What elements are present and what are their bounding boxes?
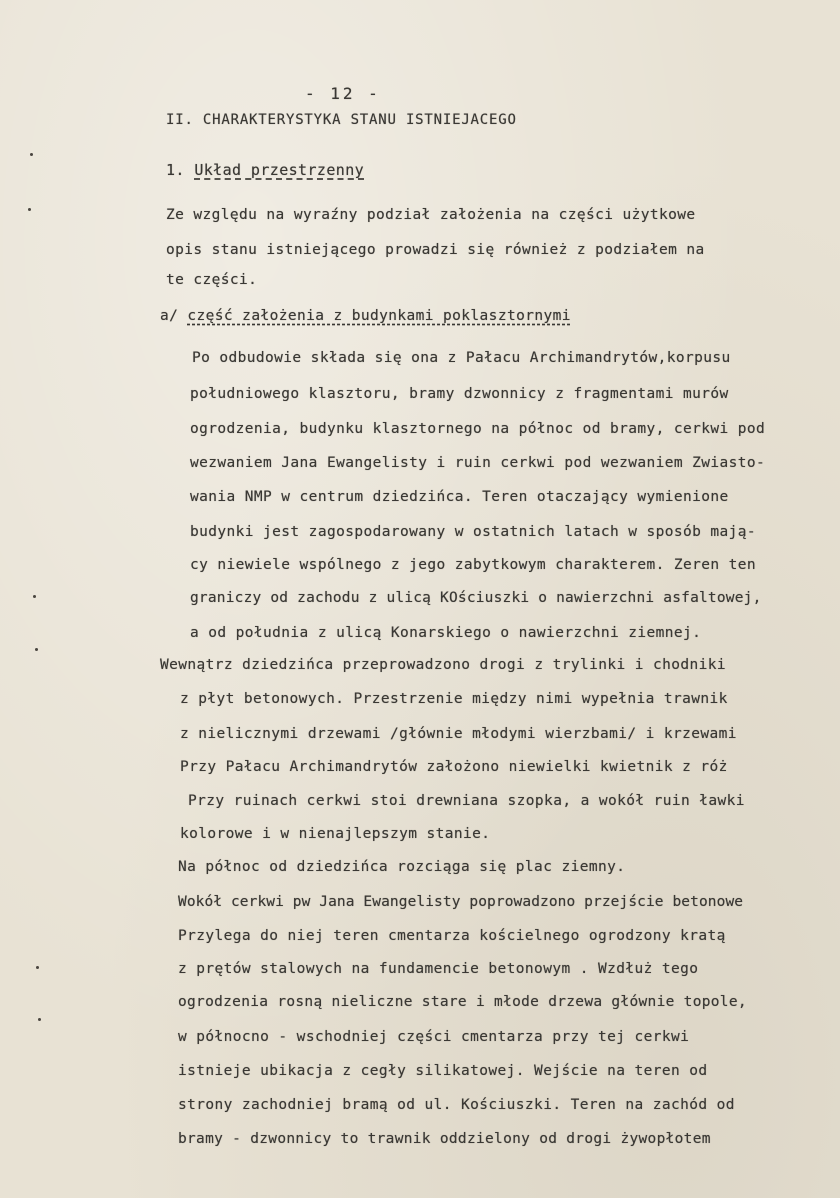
body-line: w północno - wschodniej części cmentarza przy tej cerkwi [178, 1029, 690, 1045]
paper-speck [33, 595, 36, 598]
body-line: Na północ od dziedzińca rozciąga się plac ziemny. [178, 859, 626, 875]
paper-speck [38, 1018, 41, 1021]
paper-speck [28, 208, 31, 211]
body-line: Przy Pałacu Archimandrytów założono niewielki kwietnik z róż [180, 759, 728, 775]
paper-speck [36, 966, 39, 969]
intro-line: te części. [166, 272, 258, 288]
body-line: z płyt betonowych. Przestrzenie między nimi wypełnia trawnik [180, 691, 728, 707]
page-number: - 12 - [305, 84, 381, 103]
intro-line: opis stanu istniejącego prowadzi się również z podziałem na [166, 242, 705, 258]
body-line: ogrodzenia rosną nieliczne stare i młode drzewa głównie topole, [178, 994, 747, 1010]
body-line: wania NMP w centrum dziedzińca. Teren otaczający wymienione [190, 489, 729, 505]
subsection-marker: a/ [160, 308, 179, 324]
body-line: cy niewiele wspólnego z jego zabytkowym charakterem. Zeren ten [190, 557, 757, 573]
paper-speck [30, 153, 33, 156]
section-number: 1. [166, 161, 185, 179]
section-heading [166, 161, 364, 179]
body-line: wezwaniem Jana Ewangelisty i ruin cerkwi pod wezwaniem Zwiasto- [190, 455, 766, 471]
body-line: Wewnątrz dziedzińca przeprowadzono drogi z trylinki i chodniki [160, 657, 727, 673]
chapter-title: II. CHARAKTERYSTYKA STANU ISTNIEJACEGO [166, 112, 517, 128]
body-line: Przylega do niej teren cmentarza kościelnego ogrodzony kratą [178, 928, 726, 944]
paper-speck [35, 648, 38, 651]
body-line: a od południa z ulicą Konarskiego o nawierzchni ziemnej. [190, 625, 702, 641]
section-title: Układ przestrzenny [194, 161, 365, 179]
body-line: Wokół cerkwi pw Jana Ewangelisty poprowadzono przejście betonowe [178, 894, 744, 910]
body-line: z nielicznymi drzewami /głównie młodymi wierzbami/ i krzewami [180, 726, 737, 742]
subsection-title: część założenia z budynkami poklasztornymi [187, 308, 571, 324]
body-line: ogrodzenia, budynku klasztornego na północ od bramy, cerkwi pod [190, 421, 766, 437]
body-line: kolorowe i w nienajlepszym stanie. [180, 826, 491, 842]
body-line: budynki jest zagospodarowany w ostatnich latach w sposób mają- [190, 524, 757, 540]
intro-line: Ze względu na wyraźny podział założenia na części użytkowe [166, 207, 696, 223]
body-line: Po odbudowie składa się ona z Pałacu Archimandrytów,korpusu [192, 350, 731, 366]
body-line: z prętów stalowych na fundamencie betonowym . Wzdłuż tego [178, 961, 699, 977]
body-line: graniczy od zachodu z ulicą KOściuszki o nawierzchni asfaltowej, [190, 590, 762, 606]
body-line: Przy ruinach cerkwi stoi drewniana szopka, a wokół ruin ławki [188, 793, 745, 809]
body-line: strony zachodniej bramą od ul. Kościuszki. Teren na zachód od [178, 1097, 735, 1113]
body-line: istnieje ubikacja z cegły silikatowej. Wejście na teren od [178, 1063, 708, 1079]
body-line: bramy - dzwonnicy to trawnik oddzielony od drogi żywopłotem [178, 1131, 711, 1147]
body-line: południowego klasztoru, bramy dzwonnicy z fragmentami murów [190, 386, 729, 402]
subsection-heading [160, 308, 571, 324]
